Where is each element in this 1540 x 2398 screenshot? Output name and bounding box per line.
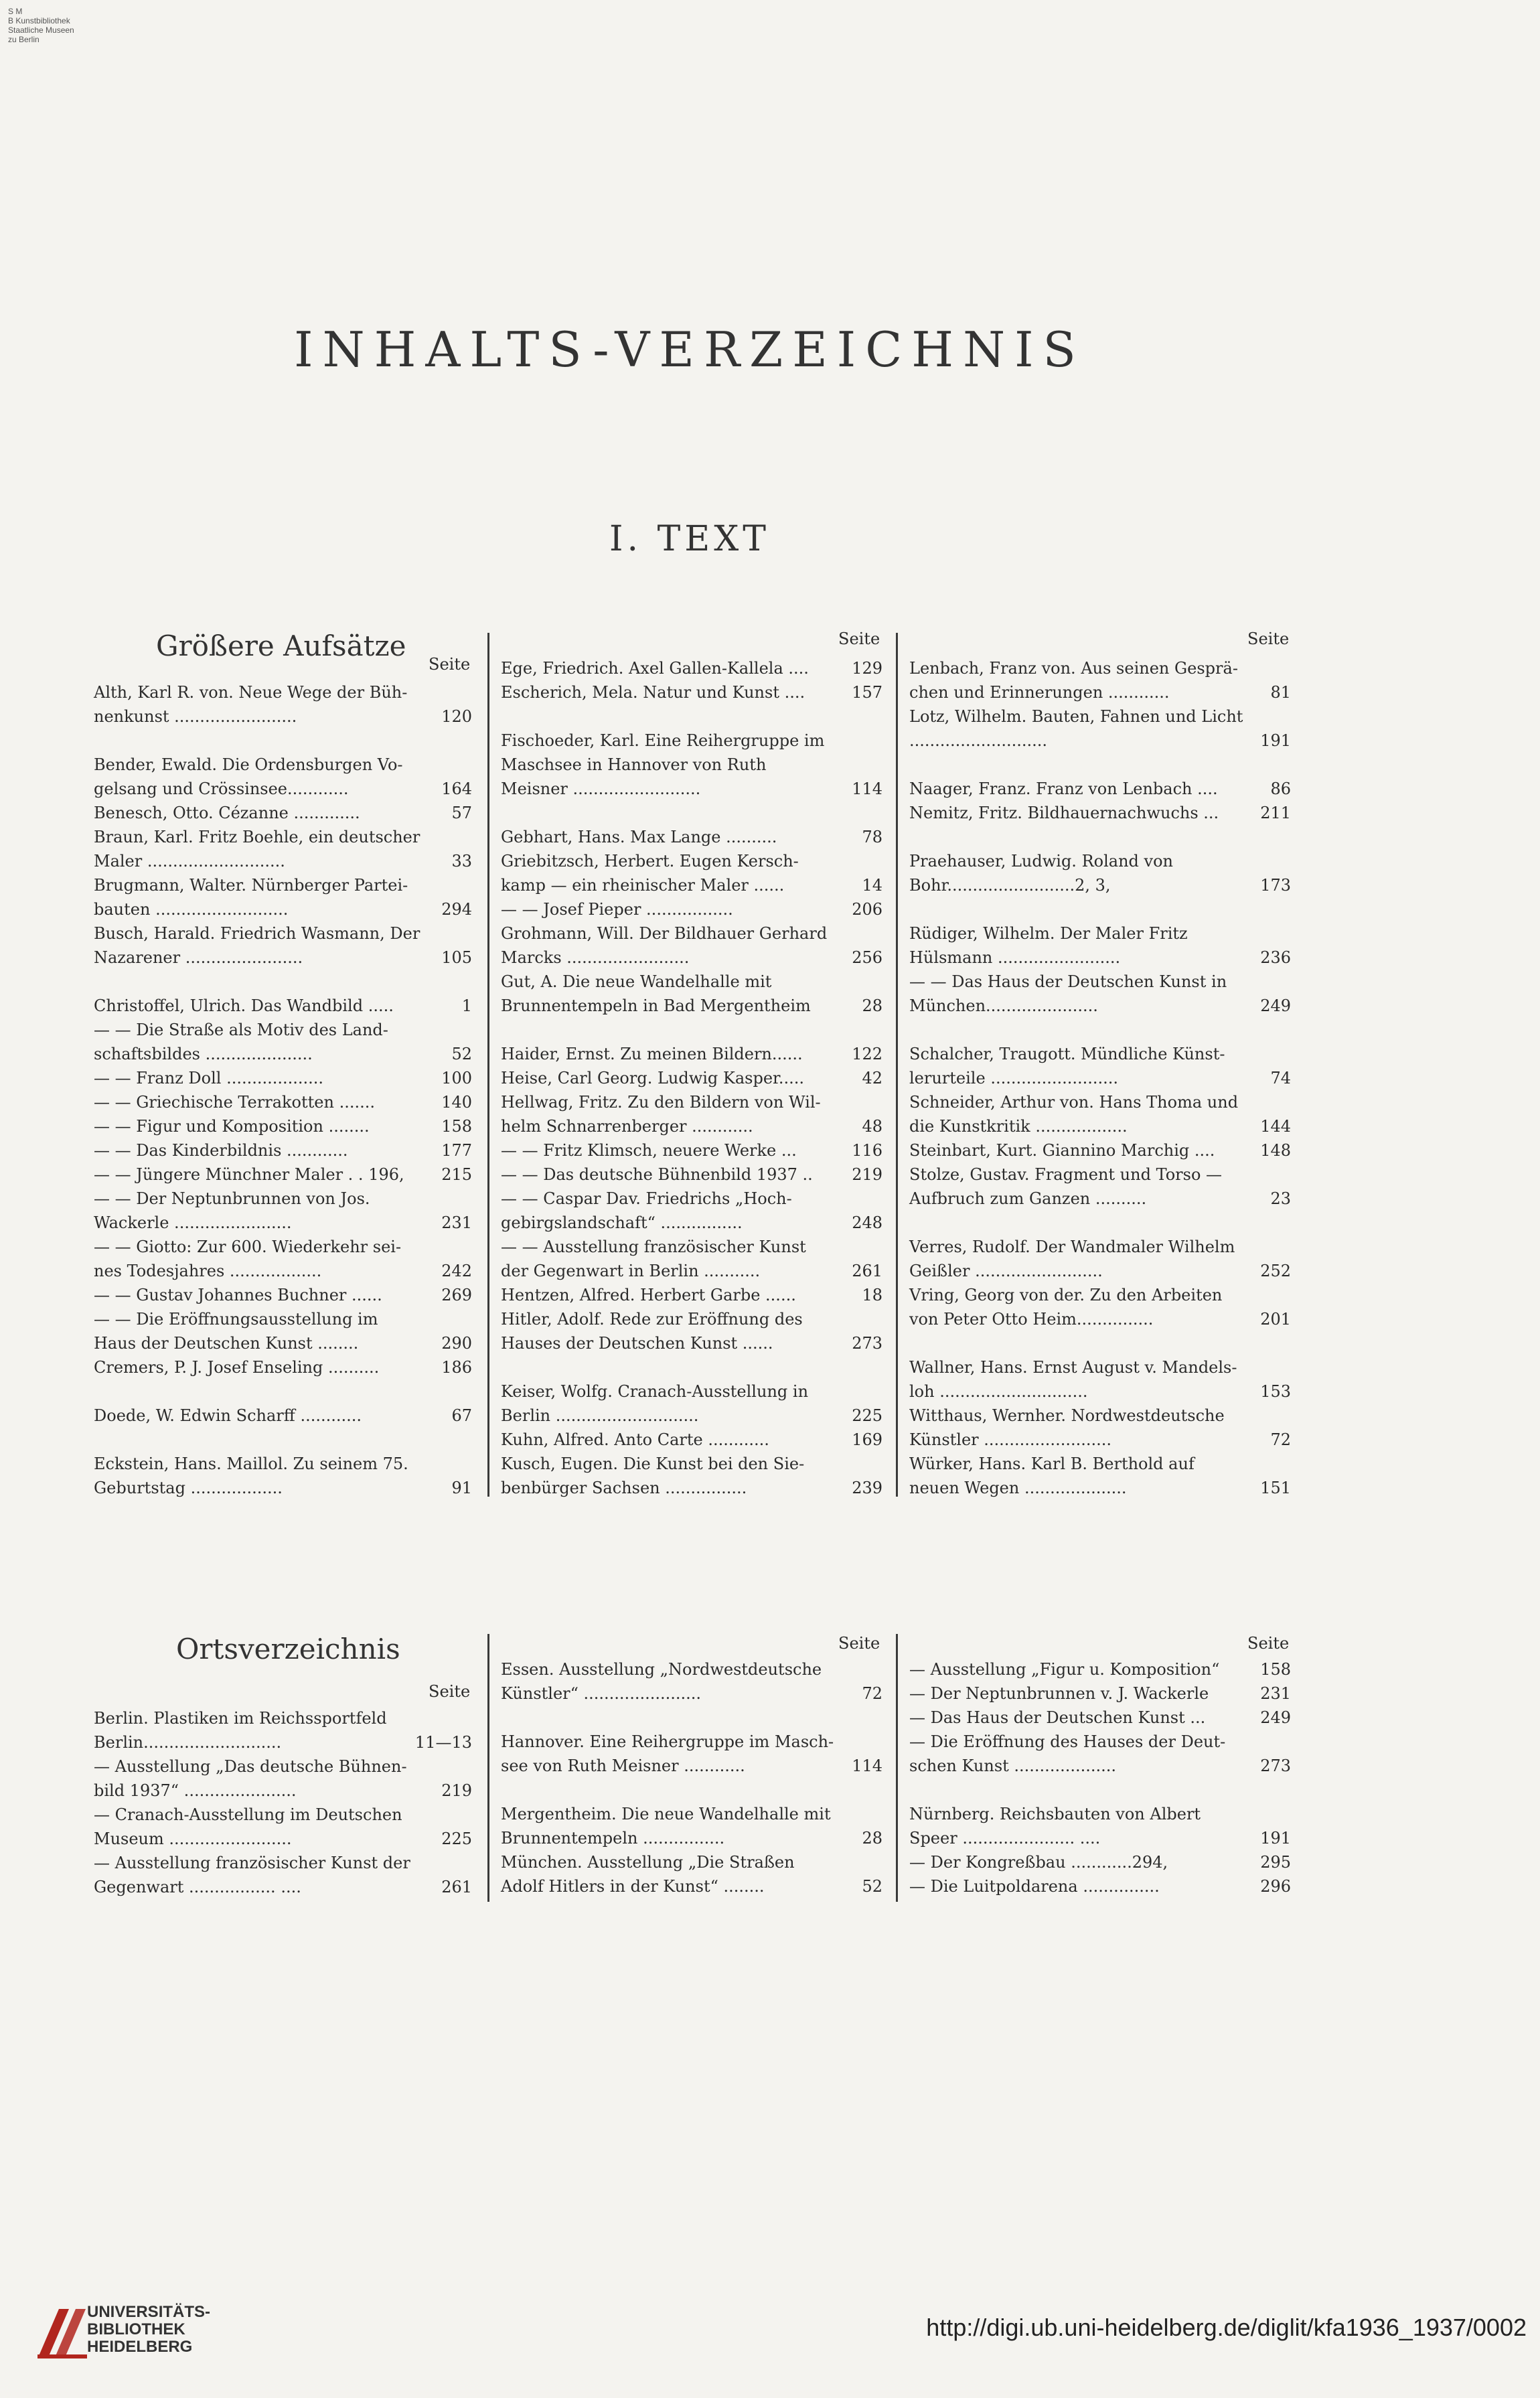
university-name-line: HEIDELBERG: [87, 2338, 193, 2356]
entry-page-number: 114: [852, 1756, 882, 1775]
entry-title: — — Caspar Dav. Friedrichs „Hoch- gebirgslandschaft“ ................: [501, 1189, 792, 1232]
entry-page-number: 78: [862, 828, 882, 846]
toc-entry: [94, 1803, 472, 1851]
entry-page-number: 169: [852, 1430, 882, 1449]
toc-entry: [909, 1163, 1291, 1211]
entry-page-number: 153: [1260, 1382, 1291, 1401]
stamp-line: Staatliche Museen: [8, 25, 74, 35]
page-title: INHALTS-VERZEICHNIS: [294, 321, 1085, 378]
entry-title: — — Der Neptunbrunnen von Jos. Wackerle .......................: [94, 1189, 370, 1232]
toc-entry: [909, 1657, 1291, 1681]
toc-entry: [501, 970, 882, 1018]
section-heading-aufsaetze: Größere Aufsätze: [156, 629, 406, 662]
entry-page-number: 225: [852, 1406, 882, 1425]
toc-entry: [94, 1138, 472, 1163]
entry-title: Keiser, Wolfg. Cranach-Ausstellung in Berlin ............................: [501, 1382, 809, 1425]
column-divider: [487, 1634, 489, 1902]
entry-title: — Ausstellung „Figur u. Komposition“: [909, 1660, 1220, 1679]
entry-page-number: 191: [1260, 1829, 1291, 1848]
entry-page-number: 239: [852, 1479, 882, 1497]
toc-entry: [94, 921, 472, 970]
entry-title: — Die Eröffnung des Hauses der Deut- schen Kunst ....................: [909, 1732, 1226, 1775]
entry-title: Cremers, P. J. Josef Enseling ..........: [94, 1358, 380, 1377]
toc-entry: [94, 1283, 472, 1307]
entry-page-number: 74: [1270, 1069, 1291, 1088]
entry-title: Hitler, Adolf. Rede zur Eröffnung des Hauses der Deutschen Kunst ......: [501, 1310, 803, 1353]
toc-entry: [501, 1283, 882, 1307]
entry-title: — — Das Kinderbildnis ............: [94, 1141, 348, 1160]
toc-entry: [94, 1018, 472, 1066]
entry-page-number: 1: [461, 996, 472, 1015]
toc-entry: [909, 970, 1291, 1018]
entry-page-number: 294: [441, 900, 472, 919]
source-url-link[interactable]: http://digi.ub.uni-heidelberg.de/diglit/kfa1936_1937/0002: [926, 2314, 1527, 2341]
entry-title: Schneider, Arthur von. Hans Thoma und die Kunstkritik ..................: [909, 1093, 1239, 1136]
toc-entry: [909, 1802, 1291, 1850]
entry-page-number: 261: [441, 1878, 472, 1896]
entry-page-number: 231: [1260, 1684, 1291, 1703]
entry-page-number: 86: [1270, 779, 1291, 798]
entry-page-number: 295: [1260, 1853, 1291, 1872]
entry-title: Ege, Friedrich. Axel Gallen-Kallela ....: [501, 659, 809, 678]
entry-page-number: 249: [1260, 1708, 1291, 1727]
entry-page-number: 140: [441, 1093, 472, 1112]
seite-label: Seite: [838, 1634, 880, 1653]
entry-title: Steinbart, Kurt. Giannino Marchig ....: [909, 1141, 1215, 1160]
entry-page-number: 122: [852, 1045, 882, 1063]
toc-entry: [501, 680, 882, 704]
entry-title: Stolze, Gustav. Fragment und Torso — Aufbruch zum Ganzen ..........: [909, 1165, 1223, 1208]
entry-title: Rüdiger, Wilhelm. Der Maler Fritz Hülsmann ........................: [909, 924, 1188, 967]
entry-title: Benesch, Otto. Cézanne .............: [94, 804, 360, 822]
entry-title: — Cranach-Ausstellung im Deutschen Museum ........................: [94, 1805, 402, 1848]
toc-column-3: [909, 656, 1291, 1500]
entry-title: Grohmann, Will. Der Bildhauer Gerhard Marcks ........................: [501, 924, 828, 967]
stamp-line: zu Berlin: [8, 35, 40, 44]
entry-page-number: 129: [852, 659, 882, 678]
seite-label: Seite: [1247, 629, 1290, 648]
entry-page-number: 256: [852, 948, 882, 967]
toc-entry: [501, 1379, 882, 1428]
entry-title: Eckstein, Hans. Maillol. Zu seinem 75. Geburtstag ..................: [94, 1454, 408, 1497]
entry-title: — — Gustav Johannes Buchner ......: [94, 1286, 382, 1304]
entry-title: Braun, Karl. Fritz Boehle, ein deutscher Maler ...........................: [94, 828, 420, 871]
entry-page-number: 261: [852, 1262, 882, 1280]
entry-page-number: 42: [862, 1069, 882, 1088]
entry-page-number: 151: [1260, 1479, 1291, 1497]
entry-page-number: 48: [862, 1117, 882, 1136]
section-heading-orts: Ortsverzeichnis: [176, 1633, 400, 1665]
entry-title: Nürnberg. Reichsbauten von Albert Speer ...................... ....: [909, 1805, 1201, 1848]
entry-page-number: 269: [441, 1286, 472, 1304]
entry-page-number: 67: [451, 1406, 472, 1425]
entry-title: Brugmann, Walter. Nürnberger Partei- bauten ..........................: [94, 876, 408, 919]
column-divider: [896, 1634, 898, 1902]
toc-entry: [94, 873, 472, 921]
entry-page-number: 164: [441, 779, 472, 798]
toc-entry: [909, 1452, 1291, 1500]
entry-page-number: 11—13: [414, 1733, 472, 1752]
toc-entry: [94, 994, 472, 1018]
entry-title: — — Josef Pieper .................: [501, 900, 733, 919]
entry-page-number: 186: [441, 1358, 472, 1377]
toc-entry: [909, 1235, 1291, 1283]
entry-page-number: 81: [1270, 683, 1291, 702]
entry-page-number: 201: [1260, 1310, 1291, 1329]
entry-title: — Die Luitpoldarena ...............: [909, 1877, 1160, 1896]
entry-page-number: 28: [862, 1829, 882, 1848]
toc-entry: [909, 777, 1291, 801]
entry-page-number: 173: [1260, 876, 1291, 895]
university-name-line: BIBLIOTHEK: [87, 2320, 185, 2338]
toc-entry: [909, 1283, 1291, 1331]
entry-page-number: 157: [852, 683, 882, 702]
entry-title: Verres, Rudolf. Der Wandmaler Wilhelm Geißler .........................: [909, 1238, 1235, 1280]
toc-entry: [501, 825, 882, 849]
entry-title: Naager, Franz. Franz von Lenbach ....: [909, 779, 1218, 798]
entry-page-number: 219: [852, 1165, 882, 1184]
toc-entry: [94, 1754, 472, 1803]
entry-title: Hentzen, Alfred. Herbert Garbe ......: [501, 1286, 796, 1304]
entry-title: — — Figur und Komposition ........: [94, 1117, 370, 1136]
entry-page-number: 219: [441, 1781, 472, 1800]
orts-column-2: [501, 1657, 882, 1898]
entry-title: Busch, Harald. Friedrich Wasmann, Der Nazarener .......................: [94, 924, 420, 967]
entry-title: — — Franz Doll ...................: [94, 1069, 324, 1088]
column-divider: [487, 633, 489, 1497]
toc-entry: [94, 753, 472, 801]
entry-title: Lenbach, Franz von. Aus seinen Gesprä- chen und Erinnerungen ............: [909, 659, 1238, 702]
toc-entry: [501, 729, 882, 801]
entry-page-number: 72: [862, 1684, 882, 1703]
entry-title: — — Die Eröffnungsausstellung im Haus der Deutschen Kunst ........: [94, 1310, 378, 1353]
entry-page-number: 248: [852, 1213, 882, 1232]
entry-page-number: 33: [451, 852, 472, 871]
toc-entry: [501, 897, 882, 921]
entry-title: Bender, Ewald. Die Ordensburgen Vo- gelsang und Crössinsee............: [94, 755, 403, 798]
toc-entry: [501, 1138, 882, 1163]
toc-entry: [501, 1452, 882, 1500]
entry-title: Würker, Hans. Karl B. Berthold auf neuen Wegen ....................: [909, 1454, 1195, 1497]
entry-title: — — Ausstellung französischer Kunst der Gegenwart in Berlin ...........: [501, 1238, 806, 1280]
toc-entry: [909, 801, 1291, 825]
column-divider: [896, 633, 898, 1497]
entry-page-number: 52: [451, 1045, 472, 1063]
entry-title: Witthaus, Wernher. Nordwestdeutsche Künstler .........................: [909, 1406, 1225, 1449]
entry-page-number: 215: [441, 1165, 472, 1184]
entry-page-number: 206: [852, 900, 882, 919]
toc-entry: [501, 1657, 882, 1706]
toc-entry: [501, 1066, 882, 1090]
seite-label: Seite: [429, 655, 471, 674]
entry-page-number: 249: [1260, 996, 1291, 1015]
toc-entry: [501, 1307, 882, 1355]
toc-column-2: [501, 656, 882, 1500]
entry-title: — — Fritz Klimsch, neuere Werke ...: [501, 1141, 797, 1160]
toc-entry: [909, 1404, 1291, 1452]
orts-column-3: [909, 1657, 1291, 1898]
seite-label: Seite: [838, 629, 880, 648]
entry-title: Griebitzsch, Herbert. Eugen Kersch- kamp — ein rheinischer Maler ......: [501, 852, 799, 895]
toc-entry: [94, 801, 472, 825]
entry-title: — — Das deutsche Bühnenbild 1937 ..: [501, 1165, 813, 1184]
entry-title: — — Die Straße als Motiv des Land- schaftsbildes .....................: [94, 1021, 388, 1063]
entry-title: Praehauser, Ludwig. Roland von Bohr.........................2, 3,: [909, 852, 1173, 895]
toc-entry: [501, 1235, 882, 1283]
seite-label: Seite: [429, 1682, 471, 1701]
entry-page-number: 120: [441, 707, 472, 726]
entry-title: Hannover. Eine Reihergruppe im Masch- see von Ruth Meisner ............: [501, 1732, 834, 1775]
toc-entry: [501, 1163, 882, 1187]
entry-page-number: 116: [852, 1141, 882, 1160]
toc-entry: [94, 1851, 472, 1899]
entry-title: Kusch, Eugen. Die Kunst bei den Sie- benbürger Sachsen ................: [501, 1454, 805, 1497]
entry-title: Mergentheim. Die neue Wandelhalle mit Brunnentempeln ................: [501, 1805, 831, 1848]
toc-entry: [909, 1138, 1291, 1163]
entry-page-number: 296: [1260, 1877, 1291, 1896]
entry-title: Heise, Carl Georg. Ludwig Kasper.....: [501, 1069, 805, 1088]
entry-title: Kuhn, Alfred. Anto Carte ............: [501, 1430, 769, 1449]
seite-label: Seite: [1247, 1634, 1290, 1653]
entry-page-number: 57: [451, 804, 472, 822]
toc-entry: [909, 1730, 1291, 1778]
entry-title: Schalcher, Traugott. Mündliche Künst- lerurteile .........................: [909, 1045, 1225, 1088]
entry-page-number: 231: [441, 1213, 472, 1232]
toc-entry: [94, 1404, 472, 1428]
entry-title: Vring, Georg von der. Zu den Arbeiten von Peter Otto Heim...............: [909, 1286, 1223, 1329]
toc-entry: [909, 1706, 1291, 1730]
entry-page-number: 211: [1260, 804, 1291, 822]
entry-page-number: 158: [441, 1117, 472, 1136]
entry-page-number: 114: [852, 779, 882, 798]
entry-page-number: 225: [441, 1829, 472, 1848]
entry-title: Gut, A. Die neue Wandelhalle mit Brunnentempeln in Bad Mergentheim: [501, 972, 811, 1015]
toc-entry: [909, 1850, 1291, 1874]
orts-column-1: [94, 1706, 472, 1899]
entry-title: — — Griechische Terrakotten .......: [94, 1093, 375, 1112]
entry-page-number: 52: [862, 1877, 882, 1896]
toc-entry: [909, 1874, 1291, 1898]
entry-page-number: 23: [1270, 1189, 1291, 1208]
toc-entry: [94, 1066, 472, 1090]
entry-page-number: 273: [852, 1334, 882, 1353]
toc-entry: [501, 1042, 882, 1066]
toc-entry: [909, 1042, 1291, 1090]
entry-page-number: 158: [1260, 1660, 1291, 1679]
entry-page-number: 252: [1260, 1262, 1291, 1280]
entry-page-number: 72: [1270, 1430, 1291, 1449]
toc-entry: [909, 1090, 1291, 1138]
toc-entry: [501, 1090, 882, 1138]
entry-page-number: 177: [441, 1141, 472, 1160]
toc-entry: [94, 1355, 472, 1379]
toc-entry: [94, 1187, 472, 1235]
entry-title: Doede, W. Edwin Scharff ............: [94, 1406, 362, 1425]
entry-title: Nemitz, Fritz. Bildhauernachwuchs ...: [909, 804, 1219, 822]
toc-entry: [501, 849, 882, 897]
stamp-line: S M: [8, 7, 23, 16]
entry-title: — — Giotto: Zur 600. Wiederkehr sei- nes Todesjahres ..................: [94, 1238, 402, 1280]
toc-entry: [501, 1187, 882, 1235]
entry-title: Wallner, Hans. Ernst August v. Mandels- loh .............................: [909, 1358, 1237, 1401]
toc-entry: [94, 1706, 472, 1754]
entry-page-number: 191: [1260, 731, 1291, 750]
toc-column-1: [94, 680, 472, 1500]
entry-title: Escherich, Mela. Natur und Kunst ....: [501, 683, 805, 702]
university-name: [87, 2304, 210, 2356]
entry-page-number: 273: [1260, 1756, 1291, 1775]
toc-entry: [501, 1802, 882, 1850]
entry-title: — Ausstellung französischer Kunst der Gegenwart ................. ....: [94, 1854, 410, 1896]
toc-entry: [909, 656, 1291, 704]
entry-page-number: 14: [862, 876, 882, 895]
entry-title: Fischoeder, Karl. Eine Reihergruppe im Maschsee in Hannover von Ruth Meisner .........................: [501, 731, 825, 798]
university-logo-icon: [32, 2296, 92, 2363]
toc-entry: [94, 1163, 472, 1187]
toc-entry: [909, 1681, 1291, 1706]
entry-page-number: 242: [441, 1262, 472, 1280]
entry-title: — — Jüngere Münchner Maler . . 196,: [94, 1165, 404, 1184]
entry-title: Lotz, Wilhelm. Bauten, Fahnen und Licht ...........................: [909, 707, 1243, 750]
entry-title: Hellwag, Fritz. Zu den Bildern von Wil- helm Schnarrenberger ............: [501, 1093, 821, 1136]
entry-page-number: 144: [1260, 1117, 1291, 1136]
entry-page-number: 236: [1260, 948, 1291, 967]
entry-title: Essen. Ausstellung „Nordwestdeutsche Künstler“ .......................: [501, 1660, 822, 1703]
entry-title: München. Ausstellung „Die Straßen Adolf Hitlers in der Kunst“ ........: [501, 1853, 795, 1896]
entry-page-number: 28: [862, 996, 882, 1015]
entry-page-number: 100: [441, 1069, 472, 1088]
entry-title: Berlin. Plastiken im Reichssportfeld Berlin...........................: [94, 1709, 387, 1752]
entry-title: — Der Kongreßbau ............294,: [909, 1853, 1168, 1872]
entry-page-number: 105: [441, 948, 472, 967]
entry-title: Alth, Karl R. von. Neue Wege der Büh- nenkunst ........................: [94, 683, 408, 726]
toc-entry: [501, 1730, 882, 1778]
entry-page-number: 148: [1260, 1141, 1291, 1160]
toc-entry: [94, 1452, 472, 1500]
toc-entry: [94, 1307, 472, 1355]
toc-entry: [909, 921, 1291, 970]
university-name-line: UNIVERSITÄTS-: [87, 2303, 211, 2321]
entry-title: — — Das Haus der Deutschen Kunst in München......................: [909, 972, 1227, 1015]
stamp-line: B Kunstbibliothek: [8, 16, 70, 25]
toc-entry: [94, 1114, 472, 1138]
toc-entry: [94, 1235, 472, 1283]
toc-entry: [501, 656, 882, 680]
library-stamp: [8, 7, 74, 44]
entry-title: Gebhart, Hans. Max Lange ..........: [501, 828, 777, 846]
entry-title: — Ausstellung „Das deutsche Bühnen- bild 1937“ ......................: [94, 1757, 407, 1800]
entry-title: Christoffel, Ulrich. Das Wandbild .....: [94, 996, 394, 1015]
toc-entry: [94, 825, 472, 873]
entry-page-number: 18: [862, 1286, 882, 1304]
toc-entry: [501, 921, 882, 970]
toc-entry: [94, 1090, 472, 1114]
entry-title: Haider, Ernst. Zu meinen Bildern......: [501, 1045, 803, 1063]
entry-title: — Das Haus der Deutschen Kunst ...: [909, 1708, 1206, 1727]
section-title: I. TEXT: [609, 519, 770, 559]
toc-entry: [94, 680, 472, 729]
toc-entry: [501, 1428, 882, 1452]
toc-entry: [909, 849, 1291, 897]
entry-title: — Der Neptunbrunnen v. J. Wackerle: [909, 1684, 1209, 1703]
entry-page-number: 91: [451, 1479, 472, 1497]
entry-page-number: 290: [441, 1334, 472, 1353]
toc-entry: [501, 1850, 882, 1898]
toc-entry: [909, 1355, 1291, 1404]
toc-entry: [909, 704, 1291, 753]
